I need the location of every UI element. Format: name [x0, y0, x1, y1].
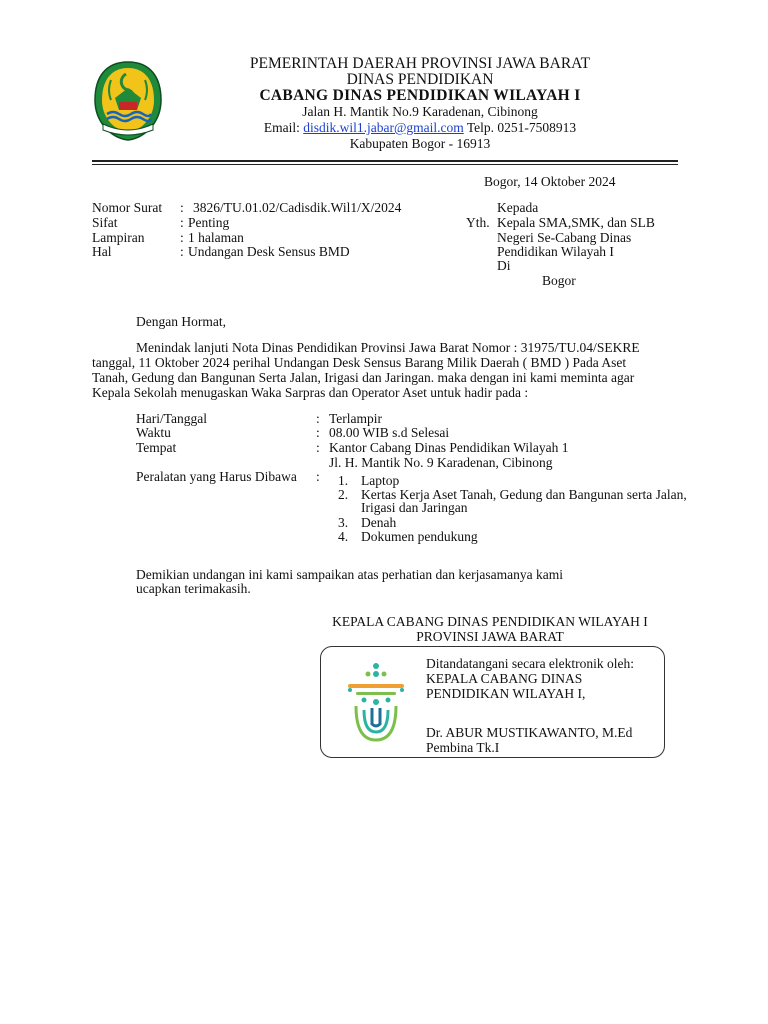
signature-title-province: PROVINSI JAWA BARAT	[416, 629, 564, 644]
body-line: Tanah, Gedung dan Bangunan Serta Jalan, Irigasi dan Jaringan. maka dengan ini kami meminta agar	[92, 370, 635, 385]
detail-label: Hari/Tanggal	[136, 411, 208, 426]
meta-value-attachment: 1 halaman	[188, 230, 244, 245]
equipment-item-number: 1.	[338, 473, 349, 488]
jawa-barat-emblem-logo	[93, 60, 163, 142]
recipient-line: Negeri Se-Cabang Dinas	[497, 230, 632, 245]
header-city-zip: Kabupaten Bogor - 16913	[349, 136, 491, 151]
header-branch-line: CABANG DINAS PENDIDIKAN WILAYAH I	[259, 87, 581, 104]
header-government-line: PEMERINTAH DAERAH PROVINSI JAWA BARAT	[249, 55, 591, 72]
closing-line: Demikian undangan ini kami sampaikan atas perhatian dan kerjasamanya kami	[136, 567, 563, 582]
meta-label: Sifat	[92, 215, 118, 230]
meta-label: Lampiran	[92, 230, 145, 245]
equipment-item: Kertas Kerja Aset Tanah, Gedung dan Bangunan serta Jalan,	[361, 487, 687, 502]
detail-separator: :	[316, 440, 320, 455]
meta-separator: :	[180, 215, 184, 230]
closing-line: ucapkan terimakasih.	[136, 581, 251, 596]
esign-qr-logo-icon	[342, 660, 410, 746]
equipment-item: Dokumen pendukung	[361, 529, 478, 544]
body-line: Kepala Sekolah menugaskan Waka Sarpras dan Operator Aset untuk hadir pada :	[92, 385, 529, 400]
esign-role: PENDIDIKAN WILAYAH I,	[426, 686, 586, 701]
meta-value-nature: Penting	[188, 215, 230, 230]
header-address: Jalan H. Mantik No.9 Karadenan, Cibinong	[302, 104, 538, 119]
phone-number: Telp. 0251-7508913	[463, 120, 577, 135]
letter-date: Bogor, 14 Oktober 2024	[484, 174, 616, 189]
recipient-line: Pendidikan Wilayah I	[497, 244, 614, 259]
body-line: tanggal, 11 Oktober 2024 perihal Undangan Desk Sensus Barang Milik Daerah ( BMD ) Pada Aset	[92, 355, 627, 370]
greeting: Dengan Hormat,	[136, 314, 226, 329]
equipment-item-number: 3.	[338, 515, 349, 530]
meta-separator: :	[180, 200, 184, 215]
email-label: Email:	[263, 120, 304, 135]
esign-note: Ditandatangani secara elektronik oleh:	[426, 656, 635, 671]
header-department-line: DINAS PENDIDIKAN	[346, 71, 494, 88]
equipment-separator: :	[316, 469, 320, 484]
detail-separator: :	[316, 425, 320, 440]
equipment-item-number: 4.	[338, 529, 349, 544]
meta-separator: :	[180, 244, 184, 259]
detail-separator: :	[316, 411, 320, 426]
recipient-city: Bogor	[542, 273, 576, 288]
signatory-name: Dr. ABUR MUSTIKAWANTO, M.Ed	[426, 725, 633, 740]
detail-value: Kantor Cabang Dinas Pendidikan Wilayah 1	[329, 440, 569, 455]
signature-title: KEPALA CABANG DINAS PENDIDIKAN WILAYAH I	[332, 614, 648, 629]
meta-value-subject: Undangan Desk Sensus BMD	[188, 244, 350, 259]
recipient-yth: Yth.	[466, 215, 490, 230]
detail-value: Terlampir	[329, 411, 383, 426]
equipment-item-continuation: Irigasi dan Jaringan	[361, 500, 468, 515]
equipment-item: Denah	[361, 515, 397, 530]
meta-separator: :	[180, 230, 184, 245]
letterhead-rule-thick	[92, 160, 678, 162]
meta-value-letter-number: 3826/TU.01.02/Cadisdik.Wil1/X/2024	[193, 200, 402, 215]
signatory-rank: Pembina Tk.I	[426, 740, 500, 755]
equipment-item: Laptop	[361, 473, 400, 488]
letterhead-rule-thin	[92, 164, 678, 165]
body-line: Menindak lanjuti Nota Dinas Pendidikan Provinsi Jawa Barat Nomor : 31975/TU.04/SEKRE	[136, 340, 640, 355]
header-contact-line	[170, 120, 670, 135]
detail-value-address: Jl. H. Mantik No. 9 Karadenan, Cibinong	[329, 455, 553, 470]
detail-label: Waktu	[136, 425, 171, 440]
equipment-item-number: 2.	[338, 487, 349, 502]
meta-label: Hal	[92, 244, 112, 259]
recipient-line: Di	[497, 258, 511, 273]
detail-value: 08.00 WIB s.d Selesai	[329, 425, 450, 440]
detail-label: Tempat	[136, 440, 177, 455]
equipment-label: Peralatan yang Harus Dibawa	[136, 469, 297, 484]
email-link[interactable]: disdik.wil1.jabar@gmail.com	[303, 120, 464, 135]
esign-role: KEPALA CABANG DINAS	[426, 671, 583, 686]
recipient-line: Kepala SMA,SMK, dan SLB	[497, 215, 655, 230]
recipient-kepada: Kepada	[497, 200, 539, 215]
meta-label: Nomor Surat	[92, 200, 163, 215]
